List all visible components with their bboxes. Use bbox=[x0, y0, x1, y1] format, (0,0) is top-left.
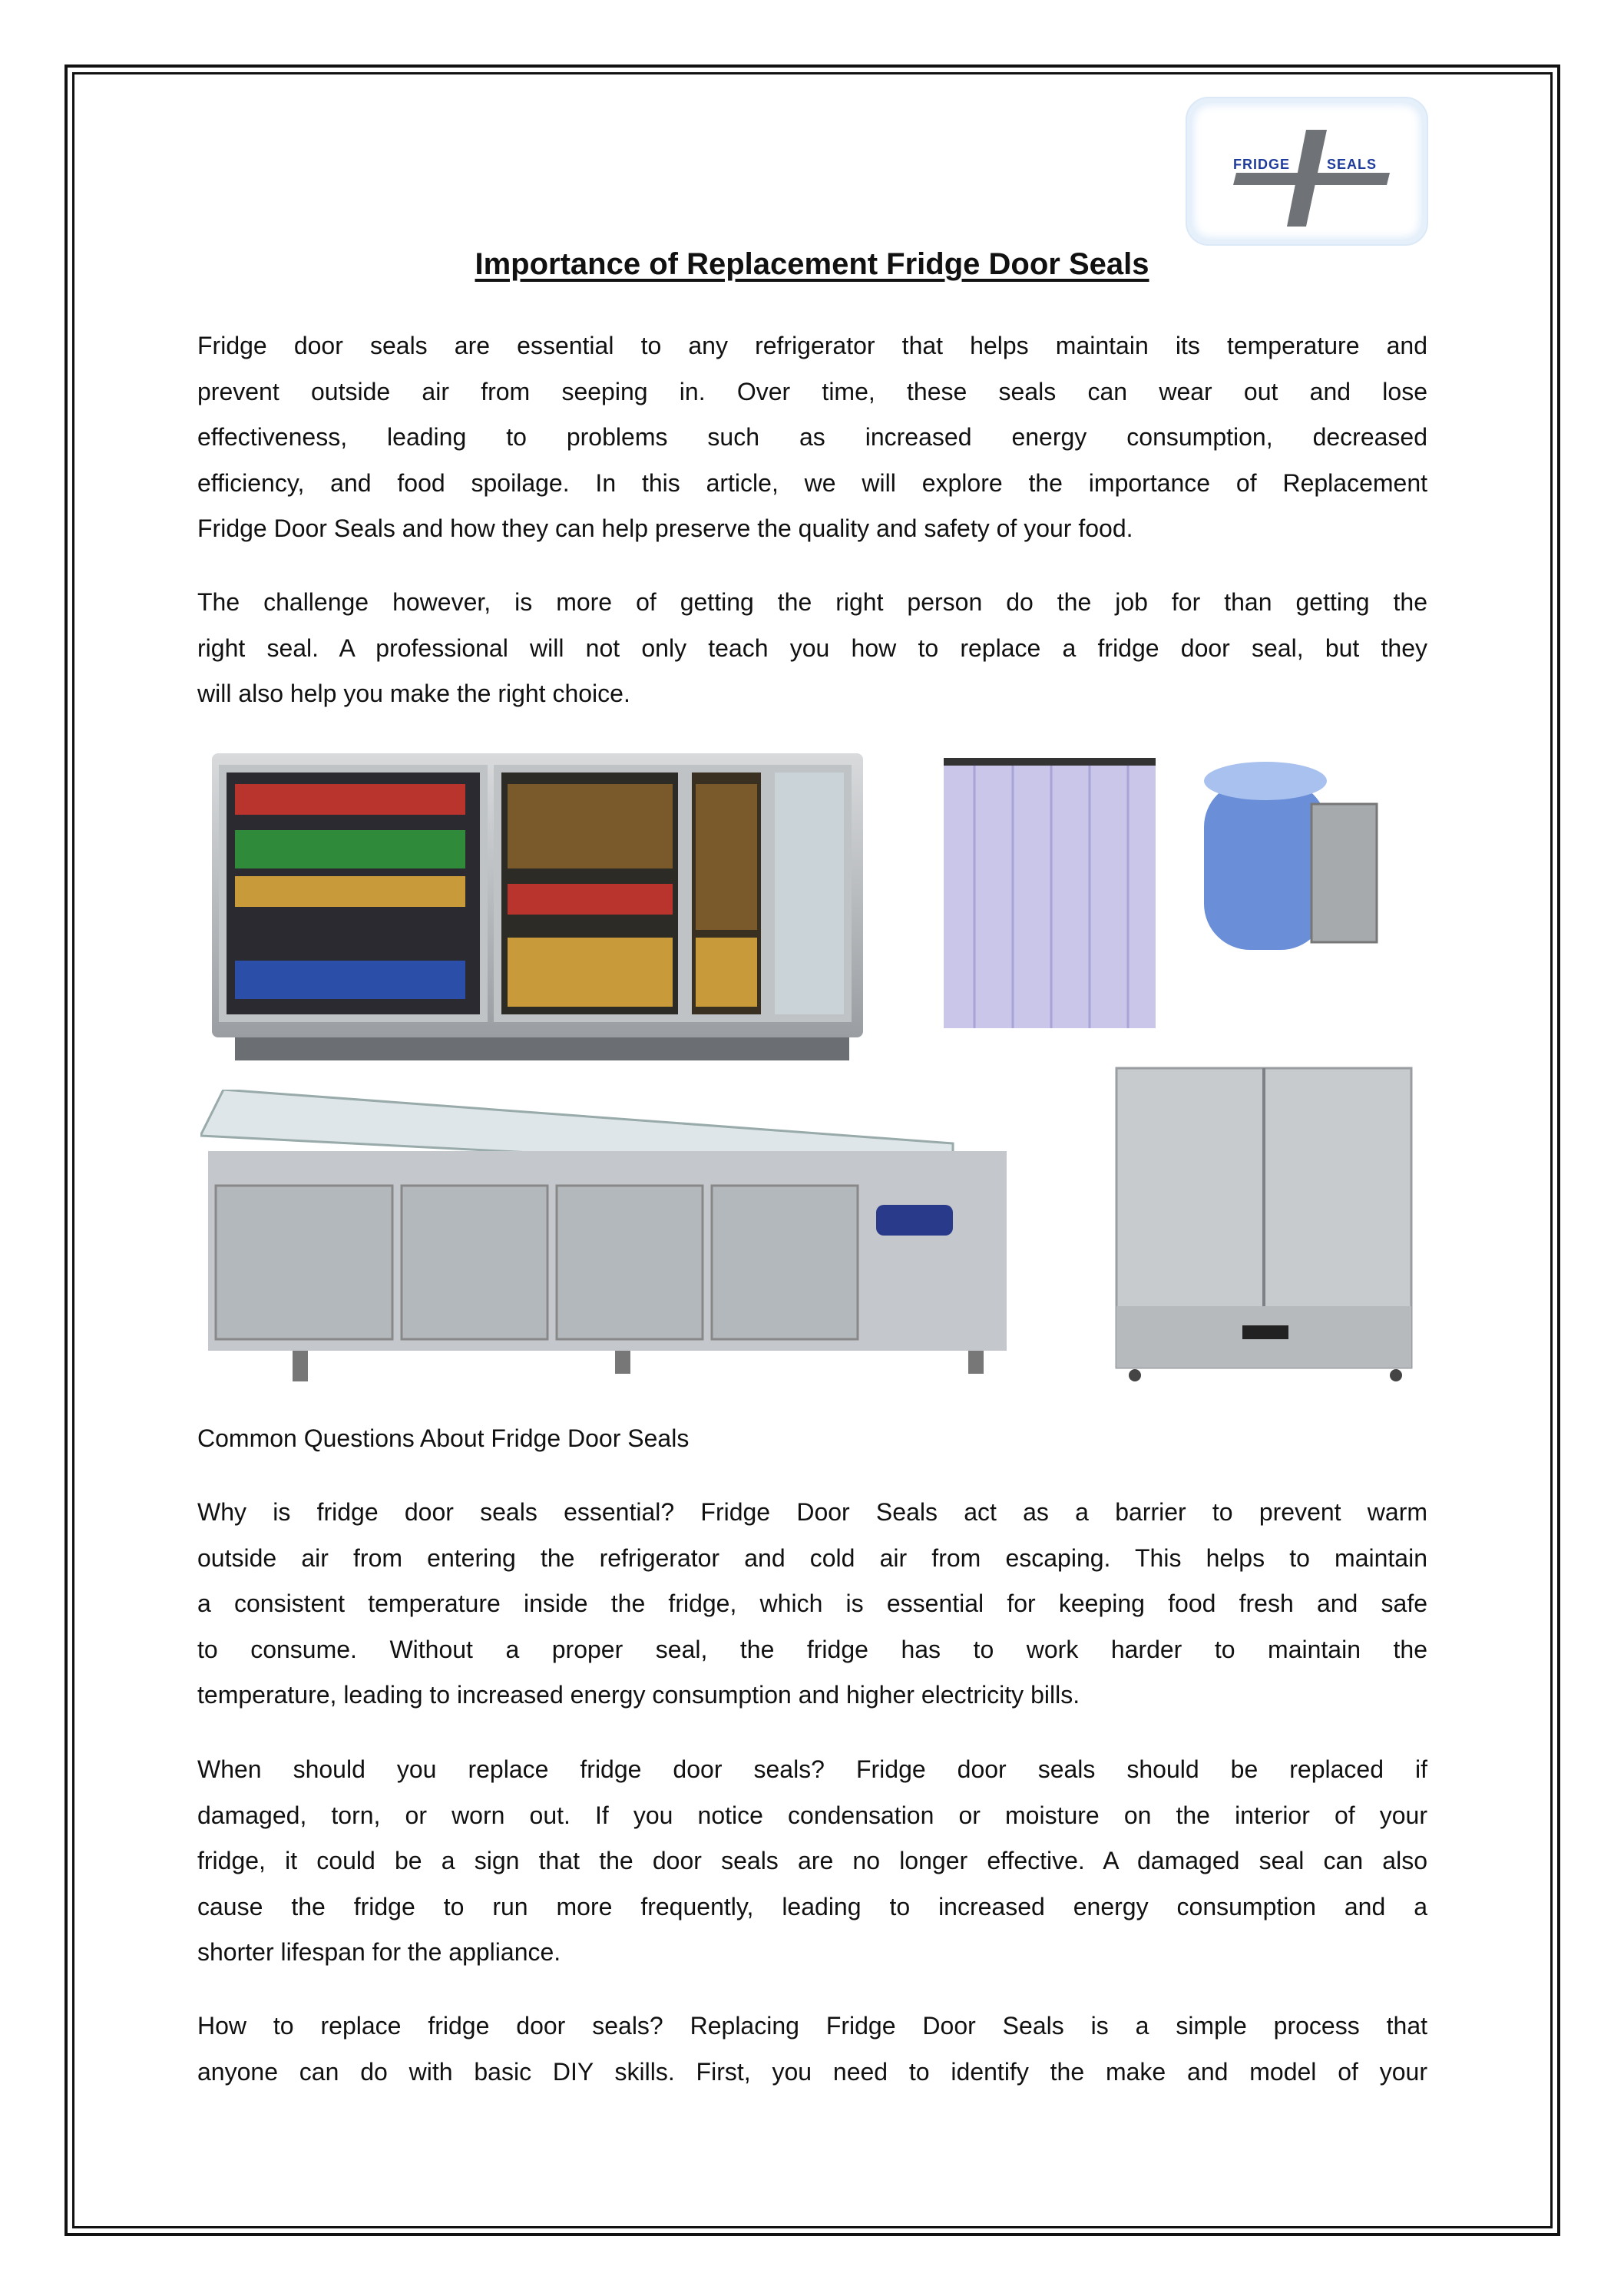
faq-why-paragraph bbox=[197, 1490, 1427, 1719]
text-line: fridge, it could be a sign that the door seals are no longer effective. A damaged seal can also bbox=[197, 1847, 1427, 1875]
svg-text:SEALS: SEALS bbox=[1327, 157, 1378, 172]
text-line: Fridge door seals are essential to any refrigerator that helps maintain its temperature and bbox=[197, 332, 1427, 359]
text-line: shorter lifespan for the appliance. bbox=[197, 1938, 561, 1967]
page-title: Importance of Replacement Fridge Door Seals bbox=[475, 247, 1149, 281]
text-line: damaged, torn, or worn out. If you notice condensation or moisture on the interior of your bbox=[197, 1801, 1427, 1829]
intro-paragraph bbox=[197, 323, 1427, 552]
fridge-seals-logo bbox=[1186, 97, 1428, 246]
text-line: temperature, leading to increased energy consumption and higher electricity bills. bbox=[197, 1681, 1080, 1709]
text-line: efficiency, and food spoilage. In this article, we will explore the importance of Replacement bbox=[197, 468, 1427, 497]
text-line: The challenge however, is more of getting the right person do the job for than getting the bbox=[197, 588, 1427, 616]
pvc-strip-curtain-image bbox=[944, 758, 1156, 1028]
text-line: to consume. Without a proper seal, the fridge has to work harder to maintain the bbox=[197, 1635, 1427, 1663]
text-line: will also help you make the right choice. bbox=[197, 680, 630, 708]
text-line: effectiveness, leading to problems such as increased energy consumption, decreased bbox=[197, 423, 1427, 452]
challenge-paragraph bbox=[197, 580, 1427, 717]
faq-heading-block bbox=[197, 1416, 1427, 1462]
text-line: How to replace fridge door seals? Replacing Fridge Door Seals is a simple process that bbox=[197, 2012, 1427, 2040]
faq-when-paragraph bbox=[197, 1747, 1427, 1976]
text-line: right seal. A professional will not only teach you how to replace a fridge door seal, but they bbox=[197, 634, 1427, 662]
svg-text:FRIDGE: FRIDGE bbox=[1233, 157, 1291, 172]
text-line: When should you replace fridge door seals? Fridge door seals should be replaced if bbox=[197, 1755, 1427, 1783]
pvc-roll-image bbox=[1196, 758, 1382, 968]
text-line: cause the fridge to run more frequently, leading to increased energy consumption and a bbox=[197, 1892, 1427, 1921]
upright-fridge-image bbox=[1112, 1060, 1416, 1382]
text-line: outside air from entering the refrigerator and cold air from escaping. This helps to maintain bbox=[197, 1543, 1427, 1572]
text-line: anyone can do with basic DIY skills. First, you need to identify the make and model of your bbox=[197, 2057, 1427, 2086]
bar-fridge-image bbox=[212, 753, 863, 1060]
text-line: Why is fridge door seals essential? Fridge Door Seals act as a barrier to prevent warm bbox=[197, 1498, 1427, 1526]
faq-how-paragraph bbox=[197, 2003, 1427, 2095]
text-line: Fridge Door Seals and how they can help preserve the quality and safety of your food. bbox=[197, 514, 1133, 543]
prep-counter-fridge-image bbox=[200, 1090, 1014, 1382]
text-line: a consistent temperature inside the fridge, which is essential for keeping food fresh and safe bbox=[197, 1590, 1427, 1618]
section-heading: Common Questions About Fridge Door Seals bbox=[197, 1424, 690, 1452]
text-line: prevent outside air from seeping in. Over time, these seals can wear out and lose bbox=[197, 377, 1427, 405]
